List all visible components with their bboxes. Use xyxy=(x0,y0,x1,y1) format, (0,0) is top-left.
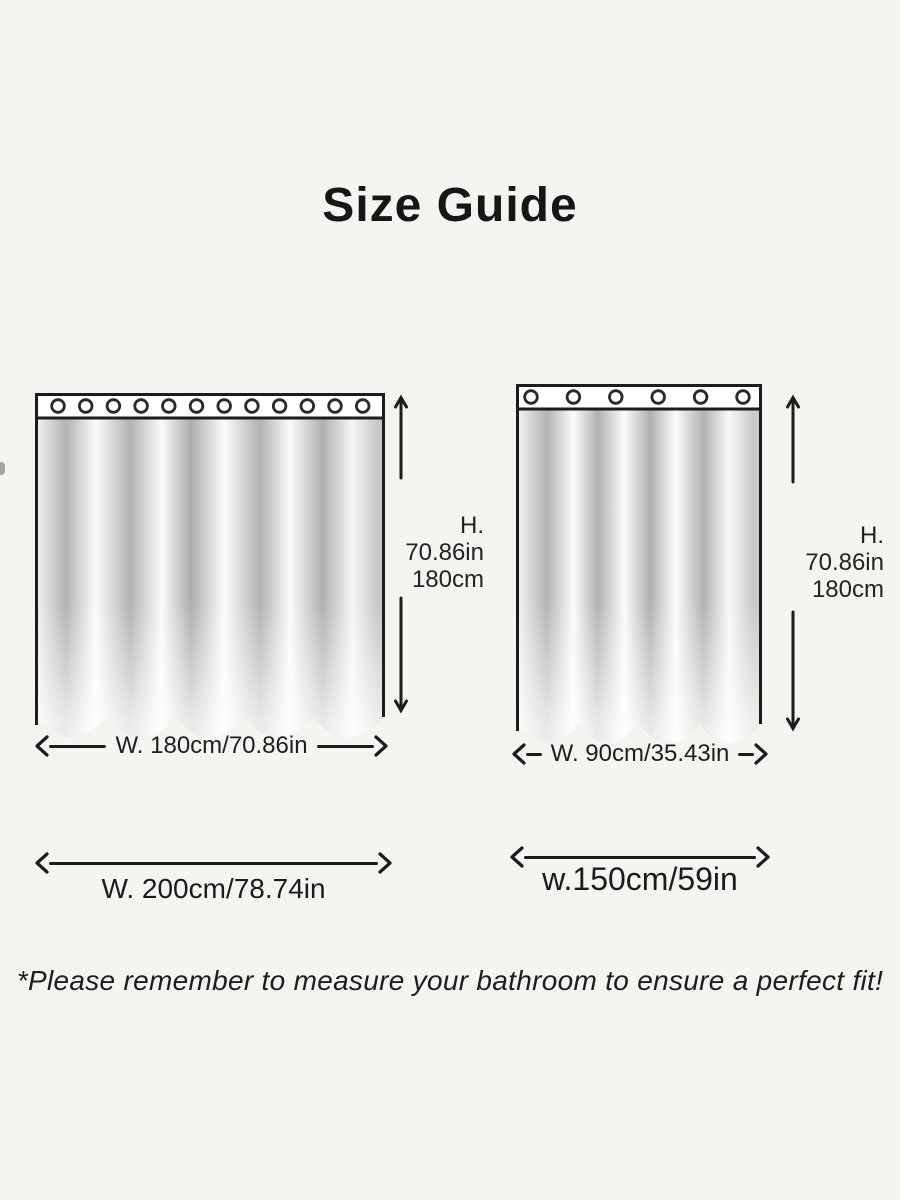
fit-reminder-note: *Please remember to measure your bathroom to ensure a perfect fit! xyxy=(16,965,884,996)
dimension-line xyxy=(526,753,542,756)
grommet-icon xyxy=(135,400,148,413)
grommet-icon xyxy=(694,391,707,404)
height-label-left xyxy=(384,512,484,593)
height-label-left-line1: H. 70.86in xyxy=(405,512,484,566)
curtain-width-label-left: W. 180cm/70.86in xyxy=(115,732,308,759)
height-arrow-up-left xyxy=(393,394,409,480)
curtain-left-illustration xyxy=(35,393,385,739)
grommet-icon xyxy=(107,400,120,413)
arrowhead-left-icon xyxy=(512,741,526,767)
grommet-icon xyxy=(52,400,65,413)
curtain-width-label-right: W. 90cm/35.43in xyxy=(550,740,730,767)
height-label-right-line1: H. 70.86in xyxy=(805,522,884,576)
curtain-width-dimension-left xyxy=(35,733,388,759)
dimension-line xyxy=(49,745,106,748)
photo-artifact xyxy=(0,462,5,475)
grommet-icon xyxy=(163,400,176,413)
height-label-left-line2: 180cm xyxy=(411,566,484,593)
height-label-right-line2: 180cm xyxy=(811,576,884,603)
height-arrow-down-left xyxy=(393,596,409,714)
grommet-icon xyxy=(610,391,623,404)
grommet-icon xyxy=(273,400,286,413)
grommet-icon xyxy=(525,391,538,404)
arrowhead-left-icon xyxy=(35,733,49,759)
grommet-icon xyxy=(652,391,665,404)
grommet-icon xyxy=(218,400,231,413)
grommet-icon xyxy=(301,400,314,413)
arrowhead-right-icon xyxy=(754,741,768,767)
rod-width-label-left: W. 200cm/78.74in xyxy=(101,873,326,904)
grommet-strip-right xyxy=(518,386,761,410)
curtain-width-dimension-right xyxy=(512,741,768,767)
curtain-right-illustration xyxy=(516,384,762,744)
dimension-line xyxy=(49,862,378,865)
dimension-line xyxy=(524,856,756,859)
grommet-icon xyxy=(190,400,203,413)
grommet-icon xyxy=(567,391,580,404)
page-title: Size Guide xyxy=(322,179,578,232)
dimension-line xyxy=(317,745,374,748)
height-arrow-up-right xyxy=(785,394,801,484)
dimension-line xyxy=(738,753,754,756)
grommet-icon xyxy=(356,400,369,413)
grommet-icon xyxy=(737,391,750,404)
grommet-icon xyxy=(246,400,259,413)
height-label-right xyxy=(784,522,884,603)
arrowhead-right-icon xyxy=(374,733,388,759)
grommet-icon xyxy=(329,400,342,413)
rod-width-label-right: w.150cm/59in xyxy=(542,861,738,897)
height-arrow-down-right xyxy=(785,610,801,732)
grommet-icon xyxy=(79,400,92,413)
